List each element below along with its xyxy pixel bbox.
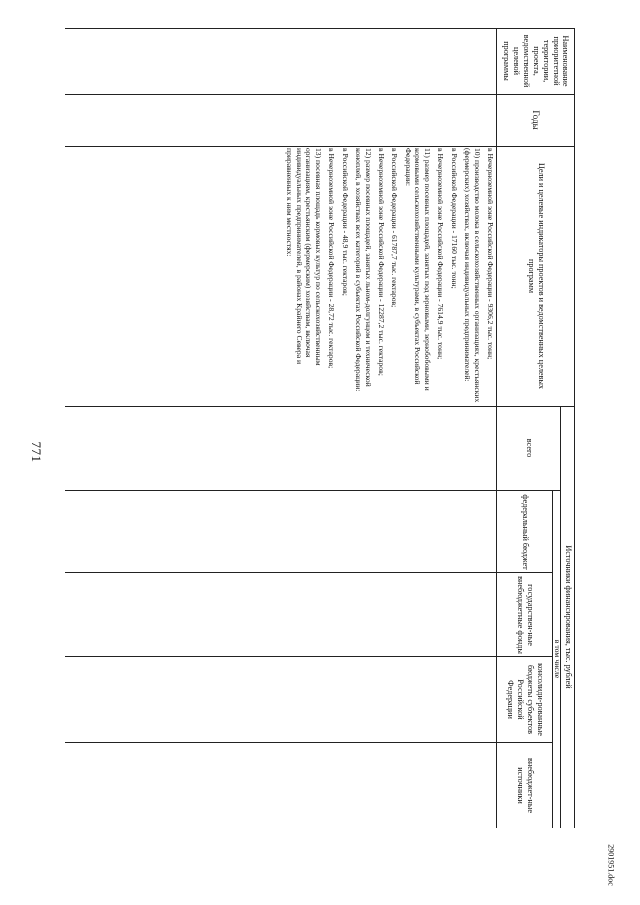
header-goals <box>499 152 573 400</box>
col-divider-7 <box>65 742 553 743</box>
header-federal <box>499 494 551 570</box>
table-top-border <box>574 28 575 828</box>
body-item: 10) производство молока в сельскохозяйственных организациях, крестьянских (фермерских) хозяйствах, включая индивидуальных предпринимателей: <box>462 148 482 403</box>
header-years-text: Годы <box>531 110 542 130</box>
header-offbudget-text: внебюджет-ные источники <box>516 758 535 813</box>
header-name-text: Наименование приоритетной территории, проекта, ведомственной целевой программы <box>502 34 571 88</box>
header-regional <box>499 659 551 740</box>
col-divider-2 <box>65 146 575 147</box>
body-item: в Российской Федерации - 17160 тыс. тонн; <box>449 148 459 289</box>
document-file-code: 2901951.doc <box>606 844 616 886</box>
body-item: в Российской Федерации - 61787,7 тыс. гектаров; <box>390 148 400 308</box>
page-number: 771 <box>29 441 44 463</box>
header-federal-text: федеральный бюджет <box>520 494 530 570</box>
body-item: в Нечерноземной зоне Российской Федерации - 9306,2 тыс. тонн; <box>486 148 495 360</box>
header-state-funds-text: государствен-ные внебюджетные фонды <box>516 576 535 654</box>
header-total <box>499 408 559 488</box>
body-item: 13) посевная площадь кормовых культур по сельскохозяйственным организациям, крестьянским (фермерским) хозяйствам, включая индивидуальных предпринимателей, в районах Крайнего Севера и приравненных к ним местностях: <box>284 148 323 366</box>
header-funding-title <box>562 408 574 826</box>
body-item: 12) размер посевных площадей, занятых льном-долгунцом и технической коноплей, в хозяйствах всех категорий в субъектах Российской Федерации: <box>353 148 373 392</box>
header-years <box>499 96 573 144</box>
header-goals-text: Цели и целевые индикаторы проектов и ведомственных целевых программ <box>527 162 546 390</box>
body-item: 11) размер посевных площадей, занятых под зерновыми, зернобобовыми и кормовыми сельскохозяйственными культурами, в субъектах Российской Федерации: <box>403 148 433 391</box>
header-state-funds <box>499 576 551 654</box>
col-divider-6 <box>65 656 553 657</box>
funding-table <box>65 28 575 828</box>
goals-body-text <box>67 148 497 404</box>
body-item: в Нечерноземной зоне Российской Федерации - 7614,9 тыс. тонн; <box>436 148 446 360</box>
table-left-border <box>65 28 575 29</box>
body-item: в Нечерноземной зоне Российской Федерации - 28,72 тыс. гектаров; <box>327 148 337 369</box>
body-item: в Нечерноземной зоне Российской Федерации - 12287,2 тыс. гектаров; <box>376 148 386 376</box>
header-in-that-number-text: в том числе <box>552 639 562 679</box>
header-funding-title-text: Источники финансирования, тыс. рублей <box>563 545 573 689</box>
col-divider-3 <box>65 406 575 407</box>
col-divider-4 <box>65 490 561 491</box>
header-name <box>499 30 573 92</box>
header-in-that-number <box>553 492 561 826</box>
col-divider-5 <box>65 572 553 573</box>
header-regional-text: консолиди-рованные бюджеты субъектов Российской Федерации <box>506 663 545 736</box>
header-offbudget <box>499 745 551 826</box>
header-total-text: всего <box>524 438 534 458</box>
body-item: в Российской Федерации - 48,9 тыс. гектаров; <box>340 148 350 296</box>
col-divider-1 <box>65 94 575 95</box>
